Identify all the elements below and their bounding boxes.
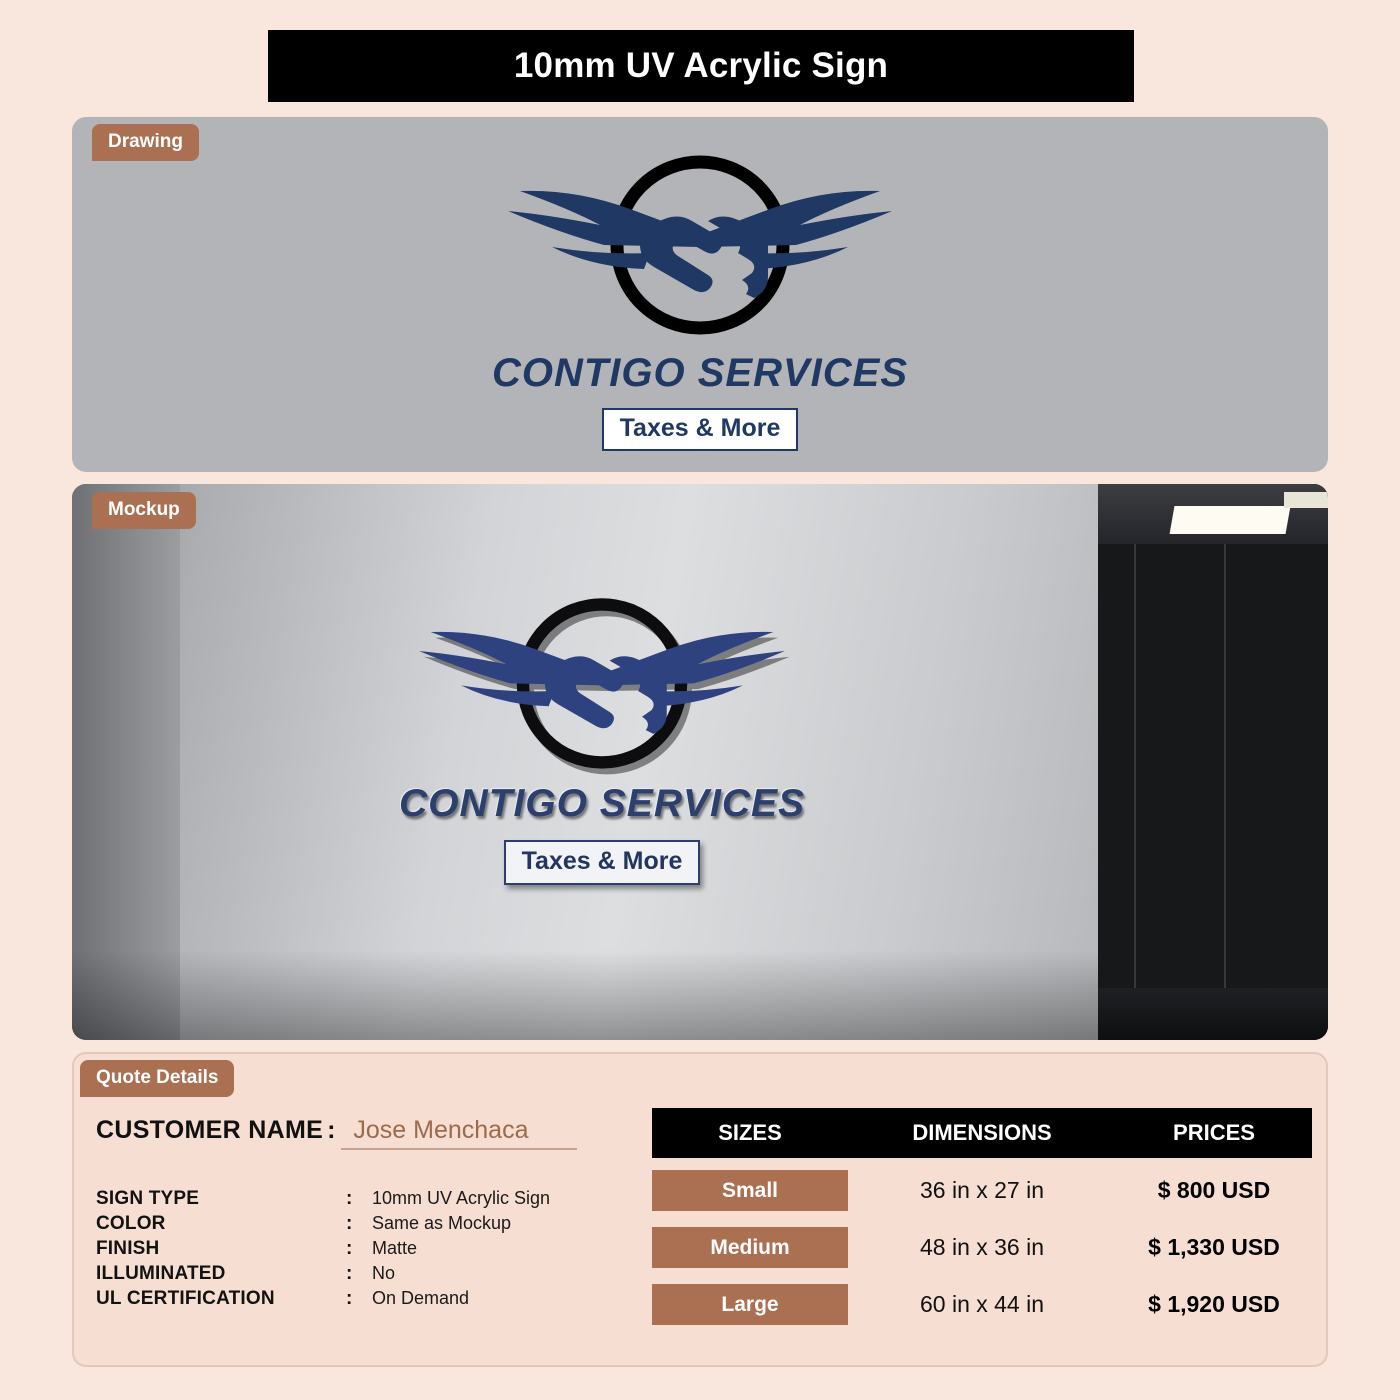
corridor-floor: [1098, 988, 1328, 1040]
ceiling-light-secondary-icon: [1284, 492, 1328, 508]
dimensions-cell: 48 in x 36 in: [919, 1234, 1045, 1260]
price-cell: $ 1,330 USD: [1148, 1234, 1280, 1260]
spec-value: Matte: [372, 1238, 418, 1258]
mockup-wall-shadow: [72, 950, 1098, 1040]
drawing-logo: [480, 149, 920, 451]
customer-name-label: CUSTOMER NAME: [96, 1116, 324, 1144]
table-row: [652, 1166, 1312, 1215]
spec-key: UL CERTIFICATION: [96, 1288, 275, 1309]
size-cell: Medium: [652, 1227, 848, 1268]
handshake-wings-icon: [392, 592, 812, 792]
spec-colon: :: [346, 1213, 353, 1234]
drawing-panel: [72, 117, 1328, 472]
corridor-door-line: [1224, 544, 1226, 1040]
mockup-corridor: [1098, 484, 1328, 1040]
spec-table: [96, 1188, 550, 1313]
customer-name-value: Jose Menchaca: [341, 1116, 577, 1150]
customer-name-colon: :: [327, 1116, 336, 1144]
spec-key: ILLUMINATED: [96, 1263, 226, 1284]
price-cell: $ 1,920 USD: [1148, 1291, 1280, 1317]
price-cell: $ 800 USD: [1157, 1177, 1271, 1203]
spec-value: 10mm UV Acrylic Sign: [372, 1188, 551, 1208]
spec-value: No: [372, 1263, 396, 1283]
table-row: [652, 1223, 1312, 1272]
corridor-door-line: [1134, 544, 1136, 1040]
mockup-tagline: Taxes & More: [504, 840, 701, 885]
page-title: 10mm UV Acrylic Sign: [513, 46, 889, 85]
spec-colon: :: [346, 1238, 353, 1259]
mockup-brand-text: CONTIGO SERVICES: [398, 782, 806, 825]
spec-key: FINISH: [96, 1238, 160, 1259]
mockup-panel: [72, 484, 1328, 1040]
spec-row: [96, 1213, 550, 1238]
spec-value: Same as Mockup: [372, 1213, 512, 1233]
drawing-tagline: Taxes & More: [602, 408, 799, 451]
price-table: [652, 1108, 1312, 1329]
page-title-bar: [268, 30, 1134, 102]
spec-row: [96, 1238, 550, 1263]
size-cell: Small: [652, 1170, 848, 1211]
handshake-wings-icon: [480, 149, 920, 359]
handshake-wings-svg: [480, 149, 920, 359]
price-header-prices: PRICES: [1173, 1120, 1255, 1145]
mockup-section-tag: Mockup: [92, 492, 196, 529]
dimensions-cell: 60 in x 44 in: [919, 1291, 1045, 1317]
handshake-wings-svg: [392, 592, 812, 792]
drawing-section-tag: Drawing: [92, 124, 199, 161]
drawing-brand-text: CONTIGO SERVICES: [491, 351, 909, 395]
spec-row: [96, 1263, 550, 1288]
price-header-dimensions: DIMENSIONS: [912, 1120, 1052, 1145]
spec-row: [96, 1188, 550, 1213]
price-header-sizes: SIZES: [718, 1120, 782, 1145]
spec-colon: :: [346, 1288, 353, 1309]
spec-row: [96, 1288, 550, 1313]
size-cell: Large: [652, 1284, 848, 1325]
spec-key: COLOR: [96, 1213, 166, 1234]
table-row: [652, 1280, 1312, 1329]
dimensions-cell: 36 in x 27 in: [919, 1177, 1045, 1203]
price-table-header: [652, 1108, 1312, 1158]
spec-colon: :: [346, 1188, 353, 1209]
customer-name-row: [96, 1116, 577, 1150]
spec-colon: :: [346, 1263, 353, 1284]
spec-key: SIGN TYPE: [96, 1188, 200, 1209]
quote-section-tag: Quote Details: [80, 1060, 234, 1097]
ceiling-light-icon: [1170, 506, 1291, 534]
spec-value: On Demand: [372, 1288, 470, 1308]
mockup-logo: [392, 592, 812, 885]
